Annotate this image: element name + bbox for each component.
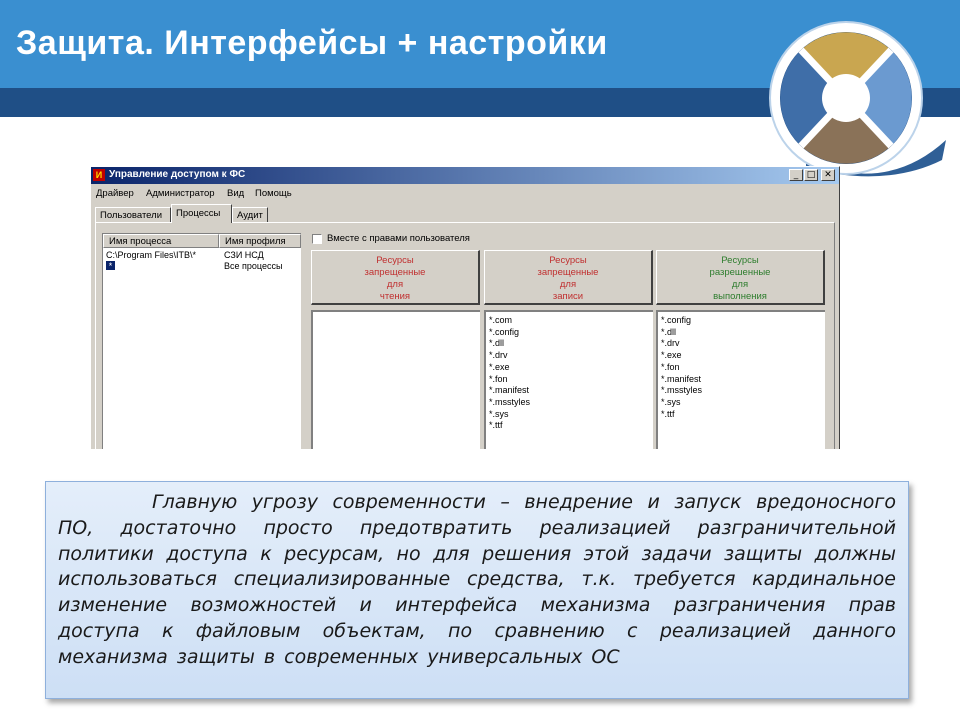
deny-write-line-2: запрещенные [537,267,599,278]
deny-read-line-4: чтения [379,291,411,302]
logo-center [822,74,870,122]
list-item[interactable]: *.dll [489,338,505,349]
allow-execute-list[interactable] [656,310,825,449]
process-row-2-profile[interactable]: Все процессы [224,261,283,271]
menu-view[interactable]: Вид [227,188,245,199]
menu-administrator[interactable]: Администратор [146,188,215,199]
process-row-1-name[interactable]: C:\Program Files\ITB\* [106,250,197,260]
list-item[interactable]: *.config [661,315,692,325]
window-title: Управление доступом к ФС [109,169,246,180]
list-item[interactable]: *.drv [489,350,508,361]
process-row-2-name[interactable]: * [106,261,115,270]
list-item[interactable]: *.dll [661,326,677,337]
deny-read-line-1: Ресурсы [376,255,414,266]
deny-write-line-3: для [559,279,577,290]
list-item[interactable]: *.com [489,315,513,325]
tab-users[interactable]: Пользователи [95,207,171,222]
list-item[interactable]: *.sys [489,408,509,419]
allow-exec-line-1: Ресурсы [721,255,759,266]
menu-bar [91,185,839,202]
list-item[interactable]: *.config [489,326,520,337]
allow-exec-line-3: для [731,279,749,290]
list-item[interactable]: *.msstyles [661,385,703,396]
allow-exec-line-2: разрешенные [709,267,771,278]
list-item[interactable]: *.exe [489,361,510,372]
column-header-process-name[interactable]: Имя процесса [103,234,219,248]
tab-processes[interactable]: Процессы [171,204,232,223]
list-item[interactable]: *.fon [489,373,508,384]
with-user-rights-checkbox[interactable] [312,234,322,244]
deny-write-line-1: Ресурсы [549,255,587,266]
menu-driver[interactable]: Драйвер [96,188,134,199]
list-item[interactable]: *.ttf [661,408,675,419]
minimize-button[interactable]: _ [789,169,803,181]
list-item[interactable]: *.msstyles [489,396,531,407]
menu-help[interactable]: Помощь [255,188,292,199]
description-text: Главную угрозу современности – внедрение и запуск вредоносного ПО, достаточно просто предотвратить реализацией разграничительной политики доступа к ресурсам, но для решения этой задачи защиты должны использоваться специализированные средства, т.к. требуется кардинальное изменение возможностей и интерфейса механизма разграничения прав доступа к файловым объектам, по сравнению с реализацией данного механизма защиты в современных универсальных ОС [58,491,896,668]
deny-read-list[interactable] [311,310,480,449]
app-icon: И [93,169,105,181]
allow-exec-line-4: выполнения [713,291,767,302]
list-item[interactable]: *.manifest [661,373,702,384]
tab-audit[interactable]: Аудит [232,207,268,222]
decorative-logo [766,20,950,178]
maximize-button[interactable]: □ [804,169,818,181]
deny-read-resources-button[interactable] [311,250,480,305]
deny-read-line-3: для [386,279,404,290]
list-item[interactable]: *.fon [661,361,680,372]
deny-read-line-2: запрещенные [364,267,426,278]
description-box [45,481,909,699]
window-titlebar[interactable] [91,167,839,184]
process-list[interactable] [102,233,301,449]
deny-write-line-4: записи [552,291,584,302]
with-user-rights-label: Вместе с правами пользователя [327,233,470,244]
allow-execute-resources-button[interactable] [656,250,825,305]
close-button[interactable]: ✕ [821,169,835,181]
list-item[interactable]: *.sys [661,396,681,407]
column-header-profile-name[interactable]: Имя профиля [219,234,301,248]
deny-write-list[interactable] [484,310,653,449]
list-item[interactable]: *.drv [661,338,680,349]
list-item[interactable]: *.ttf [489,420,503,431]
list-item[interactable]: *.exe [661,350,682,361]
process-row-1-profile[interactable]: СЗИ НСД [224,250,264,260]
list-item[interactable]: *.manifest [489,385,530,396]
slide-title: Защита. Интерфейсы + настройки [16,24,608,62]
app-window [90,166,840,449]
deny-write-resources-button[interactable] [484,250,653,305]
